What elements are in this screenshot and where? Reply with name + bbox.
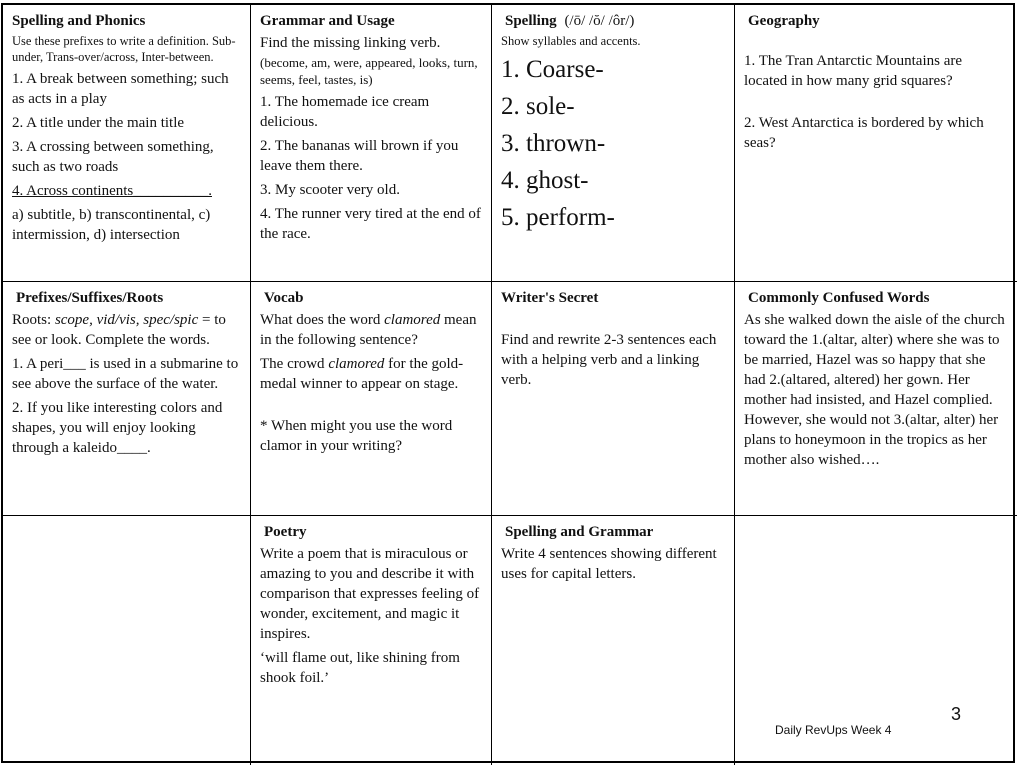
instructions: Find and rewrite 2-3 sentences each with a helping verb and a linking verb. xyxy=(501,332,717,388)
spelling-word: 2. sole- xyxy=(501,93,575,120)
list-item: 4. The runner very tired at the end of the race. xyxy=(260,206,481,242)
cell-vocab xyxy=(251,282,492,516)
list-item: 1. A break between something; such as acts in a play xyxy=(12,71,229,107)
cell-grammar-usage xyxy=(251,5,492,282)
question-part: What does the word xyxy=(260,312,381,328)
cell-title: Geography xyxy=(748,13,820,29)
vocab-note: * When might you use the word clamor in your writing? xyxy=(260,418,453,454)
list-item: 1. The homemade ice cream delicious. xyxy=(260,94,430,130)
cell-confused-words xyxy=(735,282,1017,516)
question: 2. West Antarctica is bordered by which seas? xyxy=(744,115,984,151)
instructions: Find the missing linking verb. xyxy=(260,35,441,51)
list-item: 2. The bananas will brown if you leave them there. xyxy=(260,138,459,174)
cell-writers-secret xyxy=(492,282,735,516)
footer-label: Daily RevUps Week 4 xyxy=(775,723,892,737)
list-item: 2. A title under the main title xyxy=(12,115,185,131)
cell-title: Poetry xyxy=(264,524,307,540)
cell-spelling-grammar xyxy=(492,516,735,765)
word-bank: (become, am, were, appeared, looks, turn, seems, feel, tastes, is) xyxy=(260,55,478,87)
cell-geography xyxy=(735,5,1017,282)
spelling-word: 5. perform- xyxy=(501,204,615,231)
spacer xyxy=(260,398,483,416)
answer-choices: a) subtitle, b) transcontinental, c) intermission, d) intersection xyxy=(12,207,211,243)
cell-title: Spelling and Phonics xyxy=(12,13,146,29)
instructions: Use these prefixes to write a definition. Sub-under, Trans-over/across, Inter-between. xyxy=(12,34,236,64)
poem-quote: ‘will flame out, like shining from shook foil.’ xyxy=(260,650,460,686)
cell-title: Vocab xyxy=(264,290,304,306)
cell-title: Grammar and Usage xyxy=(260,13,395,29)
cell-empty xyxy=(3,516,251,765)
cell-title: Writer's Secret xyxy=(501,290,599,306)
spacer xyxy=(744,33,1009,51)
roots-text xyxy=(12,310,242,350)
spelling-word: 1. Coarse- xyxy=(501,56,604,83)
list-item: 1. A peri___ is used in a submarine to see above the surface of the water. xyxy=(12,356,239,392)
roots-label: Roots: xyxy=(12,312,52,328)
sentence-part: The crowd xyxy=(260,356,325,372)
instructions: Show syllables and accents. xyxy=(501,34,641,48)
question: 1. The Tran Antarctic Mountains are located in how many grid squares? xyxy=(744,53,963,89)
instructions: Write a poem that is miraculous or amazing to you and describe it with comparison that expresses feeling of wonder, excitement, and magic it inspires. xyxy=(260,546,480,642)
sentence-part: for the gold-medal winner to appear on stage. xyxy=(260,356,464,392)
cell-spelling-phonics xyxy=(3,5,251,282)
list-item: 3. A crossing between something, such as two roads xyxy=(12,139,214,175)
cell-title xyxy=(501,11,726,31)
list-item: 2. If you like interesting colors and shapes, you will enjoy looking through a kaleido____. xyxy=(12,400,223,456)
spacer xyxy=(744,95,1009,113)
spelling-word: 3. thrown- xyxy=(501,130,606,157)
roots-list: scope, vid/vis, spec/spic xyxy=(54,312,199,328)
list-item: 4. Across continents__________. xyxy=(12,183,212,199)
cell-title: Prefixes/Suffixes/Roots xyxy=(16,290,164,306)
cell-footer xyxy=(735,516,1017,765)
spelling-word: 4. ghost- xyxy=(501,167,589,194)
title-text: Spelling xyxy=(505,13,557,29)
cell-poetry xyxy=(251,516,492,765)
spacer xyxy=(501,310,726,330)
question-part: mean in the following sentence? xyxy=(260,312,477,348)
vocab-sentence xyxy=(260,354,483,394)
worksheet-grid xyxy=(1,3,1015,763)
vocab-word: clamored xyxy=(328,356,385,372)
cell-prefixes xyxy=(3,282,251,516)
vocab-word: clamored xyxy=(384,312,441,328)
title-phonemes: (/ō/ /ŏ/ /ôr/) xyxy=(564,13,635,29)
cell-title: Spelling and Grammar xyxy=(505,524,654,540)
instructions: Write 4 sentences showing different uses for capital letters. xyxy=(501,546,717,582)
roots-description: = to see or look. Complete the words. xyxy=(12,312,226,348)
cell-title: Commonly Confused Words xyxy=(748,290,930,306)
page-number: 3 xyxy=(951,704,962,724)
vocab-question xyxy=(260,310,483,350)
passage: As she walked down the aisle of the church toward the 1.(altar, alter) where she was to be married, Hazel was so happy that she had 2.(altared, altered) her gown. Her mother had insisted, and Hazel complied. However, she would not 3.(altar, alter) her plans to honeymoon in the tropics as her mother also wished…. xyxy=(744,312,1005,468)
list-item: 3. My scooter very old. xyxy=(260,182,400,198)
cell-spelling xyxy=(492,5,735,282)
